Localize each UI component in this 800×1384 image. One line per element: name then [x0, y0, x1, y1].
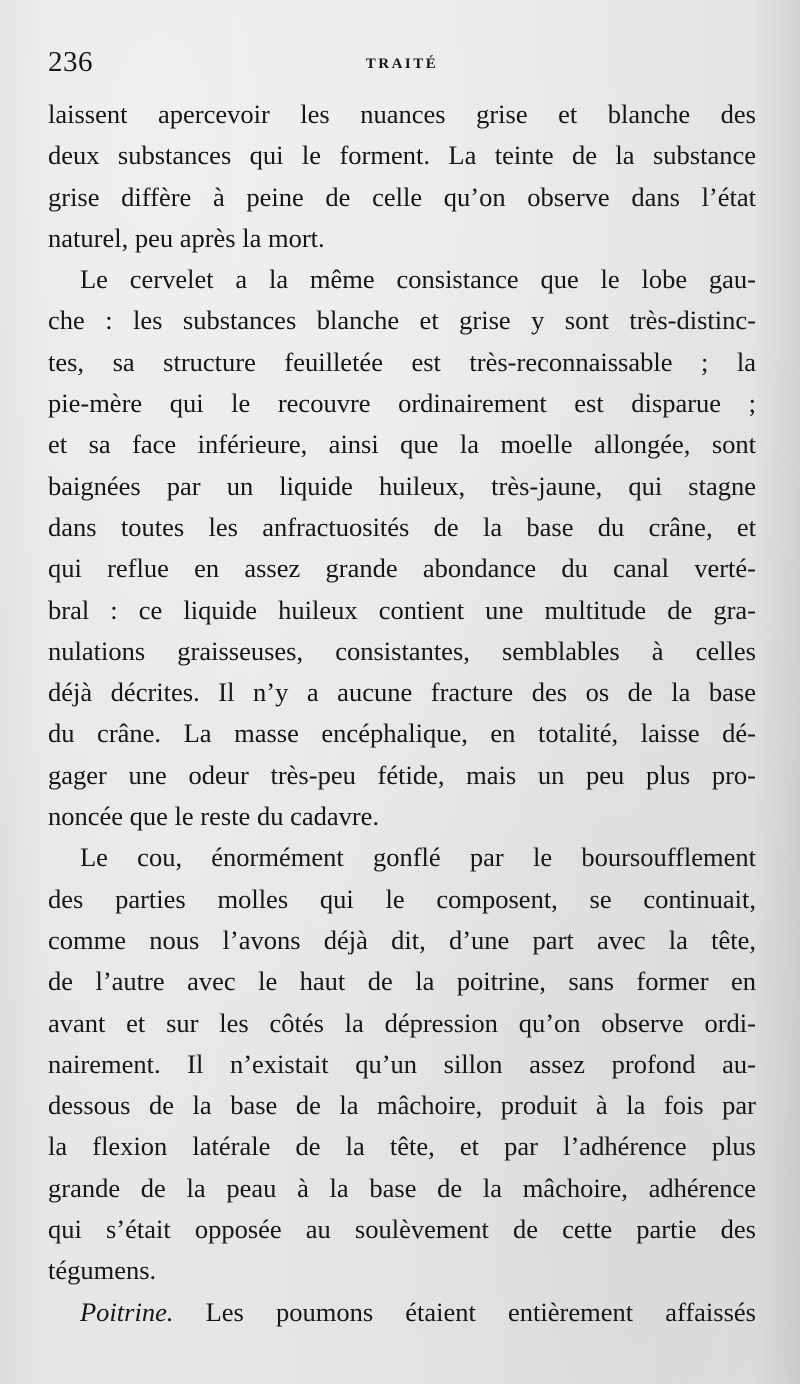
- text-line: naturel, peu après la mort.: [48, 222, 325, 253]
- text-line: Le cou, énormément gonflé par le boursoufflement: [80, 842, 756, 873]
- text-line: grande de la peau à la base de la mâchoire, adhérence: [48, 1172, 756, 1203]
- section-lead-text: Les poumons étaient entièrement affaissés: [173, 1296, 756, 1327]
- text-line: et sa face inférieure, ainsi que la moelle allongée, sont: [48, 429, 756, 460]
- text-line: pie-mère qui le recouvre ordinairement est disparue ;: [48, 388, 756, 419]
- text-line: la flexion latérale de la tête, et par l’adhérence plus: [48, 1131, 756, 1162]
- text-line: du crâne. La masse encéphalique, en totalité, laisse dé-: [48, 718, 756, 749]
- text-line: dans toutes les anfractuosités de la base du crâne, et: [48, 511, 756, 542]
- paragraph-2: [48, 259, 756, 837]
- text-line: bral : ce liquide huileux contient une multitude de gra-: [48, 594, 756, 625]
- text-line: des parties molles qui le composent, se continuait,: [48, 883, 756, 914]
- text-line: dessous de la base de la mâchoire, produit à la fois par: [48, 1090, 756, 1121]
- text-line: che : les substances blanche et grise y sont très-distinc-: [48, 305, 756, 336]
- text-line: baignées par un liquide huileux, très-jaune, qui stagne: [48, 470, 756, 501]
- text-line: [48, 1292, 756, 1333]
- text-line: avant et sur les côtés la dépression qu’on observe ordi-: [48, 1007, 756, 1038]
- text-line: comme nous l’avons déjà dit, d’une part avec la tête,: [48, 924, 756, 955]
- text-line: grise diffère à peine de celle qu’on observe dans l’état: [48, 181, 756, 212]
- text-line: laissent apercevoir les nuances grise et blanche des: [48, 99, 756, 129]
- paragraph-1: [48, 94, 756, 259]
- text-line: tes, sa structure feuilletée est très-reconnaissable ; la: [48, 346, 756, 377]
- text-line: déjà décrites. Il n’y a aucune fracture des os de la base: [48, 677, 756, 708]
- paragraph-3: [48, 837, 756, 1291]
- section-lead-italic: Poitrine.: [80, 1296, 174, 1327]
- text-line: Le cervelet a la même consistance que le lobe gau-: [80, 264, 756, 295]
- text-line: tégumens.: [48, 1255, 157, 1286]
- paragraph-4: [48, 1292, 756, 1333]
- running-head: TRAITÉ: [365, 56, 439, 72]
- body-text: [48, 94, 756, 1333]
- page-number: 236: [48, 46, 93, 78]
- text-line: qui reflue en assez grande abondance du canal verté-: [48, 553, 756, 584]
- text-line: nairement. Il n’existait qu’un sillon assez profond au-: [48, 1048, 756, 1079]
- text-line: de l’autre avec le haut de la poitrine, sans former en: [48, 966, 756, 997]
- page-header: [48, 42, 756, 82]
- text-line: gager une odeur très-peu fétide, mais un peu plus pro-: [48, 759, 756, 790]
- text-line: deux substances qui le forment. La teinte de la substance: [48, 140, 756, 171]
- text-line: nulations graisseuses, consistantes, semblables à celles: [48, 635, 756, 666]
- text-line: noncée que le reste du cadavre.: [48, 801, 380, 832]
- text-line: qui s’était opposée au soulèvement de cette partie des: [48, 1214, 756, 1245]
